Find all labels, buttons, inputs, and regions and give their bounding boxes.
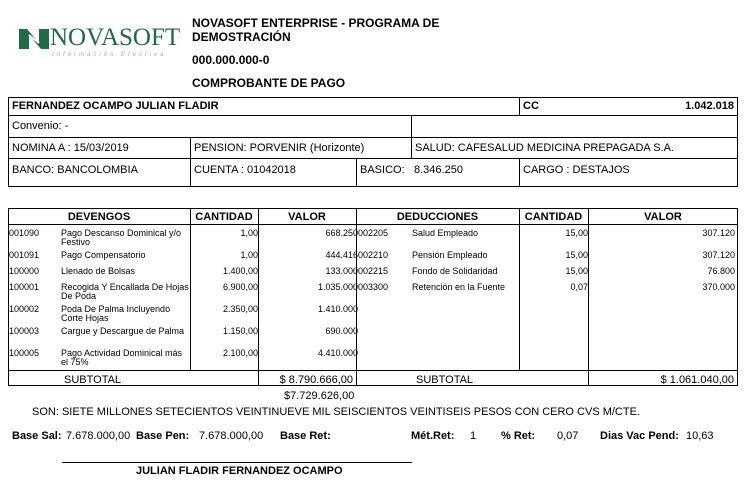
- earning-quantity: 1,00: [240, 228, 258, 238]
- earning-code: 100001: [9, 282, 40, 292]
- signature-line: [62, 462, 412, 463]
- earning-value: 1.410.000: [317, 304, 358, 314]
- basic-salary-label: BASICO:: [360, 164, 405, 176]
- net-pay: $7.729.626,00: [284, 390, 355, 402]
- earning-quantity: 2.100,00: [222, 348, 258, 358]
- table-row: [8, 283, 358, 303]
- deduction-quantity: 15,00: [565, 266, 588, 276]
- earning-description: Pago Compensatorio: [61, 250, 146, 260]
- deduction-value: 307.120: [702, 250, 735, 260]
- deduction-description: Pensión Empleado: [412, 250, 488, 260]
- earning-quantity: 1,00: [240, 250, 258, 260]
- earning-value: 1.035.000: [317, 282, 358, 292]
- table-row: [8, 327, 358, 347]
- logo-text: NOVASOFT: [50, 24, 181, 51]
- deduction-description: Retención en la Fuente: [412, 282, 506, 292]
- deduction-code: 002205: [358, 228, 389, 238]
- table-row: [8, 229, 358, 249]
- deduction-code: 002215: [358, 266, 389, 276]
- signature-name: JULIAN FLADIR FERNANDEZ OCAMPO: [136, 465, 343, 477]
- base-salary-value: 7.678.000,00: [66, 430, 131, 442]
- earning-description: Cargue y Descargue de Palma: [61, 326, 185, 336]
- header-deducciones: DEDUCCIONES: [396, 211, 479, 223]
- header-valor-ded: VALOR: [644, 211, 682, 223]
- base-pension-label: Base Pen:: [136, 430, 190, 442]
- deduction-code: 003300: [358, 282, 389, 292]
- basic-salary-value: 8.346.250: [414, 164, 463, 176]
- vacation-days-value: 10,63: [686, 430, 714, 442]
- employee-name: FERNANDEZ OCAMPO JULIAN FLADIR: [12, 100, 219, 112]
- subtotal-earnings-value: $ 8.790.666,00: [279, 374, 353, 386]
- table-row: [356, 283, 738, 295]
- earning-description: Pago Descanso Dominical y/o Festivo: [61, 228, 182, 247]
- retention-percent-value: 0,07: [557, 430, 579, 442]
- earning-code: 100005: [9, 348, 40, 358]
- deduction-value: 370.000: [702, 282, 735, 292]
- vacation-days-label: Dias Vac Pend:: [600, 430, 679, 442]
- company-nit: 000.000.000-0: [192, 53, 270, 67]
- header-valor: VALOR: [288, 211, 326, 223]
- table-row: [356, 251, 738, 263]
- id-value: 1.042.018: [685, 100, 734, 112]
- deduction-description: Salud Empleado: [412, 228, 479, 238]
- table-row: [8, 349, 358, 369]
- earning-description: Recogida Y Encallada De Hojas De Poda: [61, 282, 189, 301]
- table-row: [8, 305, 358, 325]
- header-devengos: DEVENGOS: [67, 211, 131, 223]
- deduction-description: Fondo de Solidaridad: [412, 266, 498, 276]
- subtotal-deductions-value: $ 1.061.040,00: [660, 374, 734, 386]
- deduction-value: 307.120: [702, 228, 735, 238]
- convenio: Convenio: -: [12, 120, 69, 132]
- deduction-value: 76.800: [707, 266, 735, 276]
- health-provider: SALUD: CAFESALUD MEDICINA PREPAGADA S.A.: [415, 142, 674, 154]
- earning-value: 4.410.000: [317, 348, 358, 358]
- earning-code: 100003: [9, 326, 40, 336]
- amount-in-words: SON: SIETE MILLONES SETECIENTOS VEINTINUEVE MIL SEISCIENTOS VEINTISEIS PESOS CON CERO CVS M/CTE.: [32, 406, 640, 418]
- deduction-quantity: 15,00: [565, 228, 588, 238]
- retention-method-value: 1: [470, 430, 477, 442]
- retention-method-label: Mét.Ret:: [411, 430, 455, 442]
- earning-code: 001090: [9, 228, 40, 238]
- pension-fund: PENSION: PORVENIR (Horizonte): [194, 142, 365, 154]
- earning-value: 668.250: [325, 228, 358, 238]
- earning-quantity: 6.900,00: [222, 282, 258, 292]
- nomina-date: NOMINA A : 15/03/2019: [12, 142, 129, 154]
- job-title: CARGO : DESTAJOS: [523, 164, 630, 176]
- base-pension-value: 7.678.000,00: [199, 430, 264, 442]
- bank: BANCO: BANCOLOMBIA: [12, 164, 138, 176]
- deduction-quantity: 15,00: [565, 250, 588, 260]
- deduction-quantity: 0,07: [570, 282, 588, 292]
- company-logo: [18, 26, 180, 66]
- earning-quantity: 1.150,00: [222, 326, 258, 336]
- earning-value: 690.000: [325, 326, 358, 336]
- deduction-code: 002210: [358, 250, 389, 260]
- novasoft-logo-icon: [18, 28, 50, 50]
- subtotal-deductions-label: SUBTOTAL: [416, 374, 474, 386]
- earning-description: Llenado de Bolsas: [61, 266, 136, 276]
- header-cantidad: CANTIDAD: [195, 211, 253, 223]
- earning-code: 100000: [9, 266, 40, 276]
- earning-code: 001091: [9, 250, 40, 260]
- table-row: [8, 251, 358, 263]
- earning-value: 444.416: [325, 250, 358, 260]
- table-row: [8, 267, 358, 279]
- table-row: [356, 229, 738, 241]
- earning-description: Poda De Palma Incluyendo Corte Hojas: [61, 304, 171, 323]
- logo-tagline: Información Efectiva: [52, 52, 167, 58]
- retention-percent-label: % Ret:: [501, 430, 536, 442]
- earning-quantity: 2.350,00: [222, 304, 258, 314]
- base-salary-label: Base Sal:: [12, 430, 62, 442]
- company-title: NOVASOFT ENTERPRISE - PROGRAMA DE DEMOSTRACIÓN: [192, 16, 440, 44]
- header-cantidad-ded: CANTIDAD: [524, 211, 583, 223]
- document-title: COMPROBANTE DE PAGO: [192, 76, 346, 90]
- earning-code: 100002: [9, 304, 40, 314]
- table-row: [356, 267, 738, 279]
- account-number: CUENTA : 01042018: [194, 164, 296, 176]
- base-retention-label: Base Ret:: [280, 430, 331, 442]
- earning-quantity: 1.400,00: [222, 266, 258, 276]
- id-label: CC: [523, 100, 539, 112]
- earning-description: Pago Actividad Dominical más el 75%: [61, 348, 183, 367]
- subtotal-earnings-label: SUBTOTAL: [64, 374, 122, 386]
- earning-value: 133.000: [325, 266, 358, 276]
